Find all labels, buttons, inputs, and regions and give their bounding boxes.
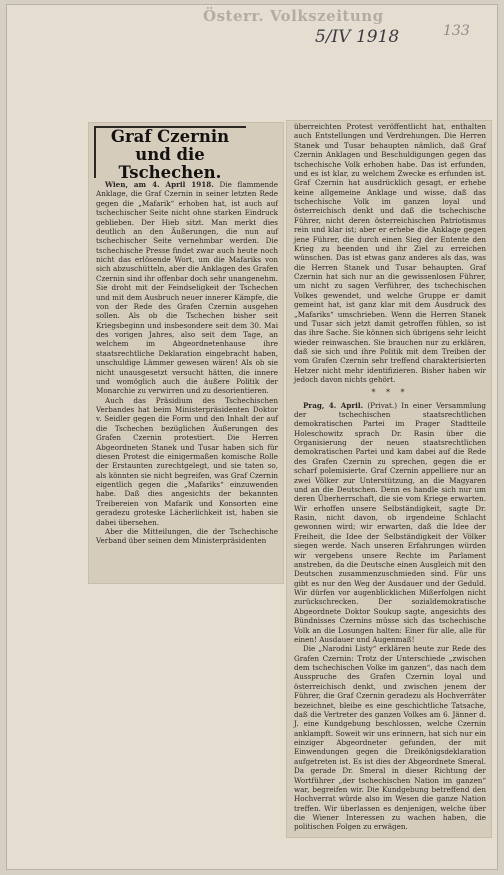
- left-column-body: [96, 180, 278, 546]
- handwritten-date: 5/IV 1918: [315, 27, 400, 47]
- article-headline: Graf Czernin und die Tschechen.: [110, 127, 230, 182]
- right-paragraph-3: Die „Narodni Listy“ erklären heute zur Rede des Grafen Czernin: Trotz der Unterschiede „zwischen dem tschechischen Volke im ganzen“, das nach dem Ausspruche des Grafen Czernin loyal und österreichisch denkt, und zwischen jenem der Führer, die Graf Czernin geradezu als Hochverräter bezeichnet, bleibe es eine geschichtliche Tatsache, daß die Vertreter des ganzen Volkes am 6. Jänner d. J. eine Kundgebung beschlossen, welche Czernin anklampft. Soweit wir uns erinnern, hat sich nur ein einziger Abgeordneter gefunden, der mit Einwendungen gegen die Dreikönigsdeklaration aufgetreten ist. Es ist dies der Abgeordnete Smeral. Da gerade Dr. Smeral in dieser Richtung der Wortführer „der tschechischen Nation im ganzen“ war, begreifen wir. Die Kundgebung betreffend den Hochverrat würde also im Wesen die ganze Nation treffen. Wir überlassen es denjenigen, welche über die Wiener Interessen zu wachen haben, die politischen Folgen zu erwägen.: [294, 644, 486, 832]
- right-column-body: [294, 122, 486, 832]
- clipping-left-column: [88, 122, 284, 584]
- prag-dateline: Prag, 4. April.: [303, 400, 364, 410]
- right-paragraph-2: Prag, 4. April. (Privat.) In einer Versammlung der tschechischen staatsrechtlichen demokratischen Partei im Prager Stadtteile Holeschowitz sprach Dr. Rasin über die Organisierung der neuen staatsrechtlichen demokratischen Partei und kam dabei auf die Rede des Grafen Czernin zu sprechen, gegen die er scharf polemisierte. Graf Czernin appelliere nur an zwei Völker zur Unterstützung, an die Magyaren und an die Deutschen. Denn es handle sich nur um deren Überherrschaft, die sie vom Kriege erwarten. Wir erhoffen unsere Selbständigkeit, sagte Dr. Rasin, nicht davon, ob irgendeine Schlacht gewonnen wird; wir erwarten, daß die Idee der Freiheit, die Idee der Selbständigkeit der Völker siegen werde. Nach unseren Erfahrungen würden wir vergebens unsere Rechte im Parlament anstreben, da die Deutsche einen Ausgleich mit den Deutschen zusammenzuschmieden sind. Für uns gibt es nur den Weg der Ausdauer und der Geduld. Wir dürfen vor augenblicklichen Mißerfolgen nicht zurückschrecken. Der sozialdemokratische Abgeordnete Doktor Soukup sagte, angesichts des Bündnisses Czernins müsse sich das tschechische Volk an die Losungen halten: Einer für alle, alle für einen! Ausdauer und Augenmaß!: [294, 400, 486, 644]
- right-paragraph-1: überreichten Protest veröffentlicht hat, enthalten auch Entstellungen und Verdrehungen. Die Herren Stanek und Tusar behaupten nämlich, daß Graf Czernin Anklagen und Beschuldigungen gegen das tschechische Volk erhoben habe. Das ist erfunden, und es ist klar, zu welchem Zwecke es erfunden ist. Graf Czernin hat ausdrücklich gesagt, er erhebe keine allgemeine Anklage und wisse, daß das tschechische Volk im ganzen loyal und österreichisch denkt und daß die tschechische Führer, nicht deren österreichischen Patriotismus rein und klar ist; aber er erhebe die Anklage gegen jene Führer, die durch einen Sieg der Entente den Krieg zu beenden und ihr Ziel zu erreichen wünschen. Das ist etwas ganz anderes als das, was die Herren Stanek und Tusar behaupten. Graf Czernin hat sich nur an die gewissenlosen Führer, um nicht zu sagen Verführer, des tschechischen Volkes gewendet, und welche Gruppe er damit gemeint hat, ist ganz klar mit dem Ausdruck des „Mafariks“ umschrieben. Wenn die Herren Stanek und Tusar sich jetzt damit getroffen fühlen, so ist das ihre Sache. Sie können sich übrigens sehr leicht wieder reinwaschen. Sie brauchen nur zu erklären, daß sie sich und ihre Politik mit dem Treiben der vom Grafen Czernin sehr treffend charakterisierten Hetzer nicht mehr identifizieren. Bisher haben wir jedoch davon nichts gehört.: [294, 122, 486, 385]
- newspaper-stamp: Österr. Volkszeitung: [203, 7, 384, 25]
- left-paragraph-1: Die flammende Anklage, die Graf Czernin in seiner letzten Rede gegen die „Mafarik“ erhoben hat, ist auch auf tschechischer Seite nicht ohne starken Eindruck geblieben. Der Hieb sitzt. Man merkt dies deutlich an den Äußerungen, die nun auf tschechischer Seite vernehmbar werden. Die tschechische Presse findet zwar auch heute noch nicht das erlösende Wort, um die Mafariks von sich abzuschütteln, aber die Anklagen des Grafen Czernin sind ihr offenbar doch sehr unangenehm. Sie droht mit der Feindseligkeit der Tschechen und mit dem Ausbruch neuer innerer Kämpfe, die von der Rede des Grafen Czernin ausgehen sollen. Als ob die Tschechen bisher seit Kriegsbeginn und insbesondere seit dem 30. Mai des vorigen Jahres, also seit dem Tage, an welchem im Abgeordnetenhause ihre staatsrechtliche Deklaration eingebracht haben, unschuldige Lämmer gewesen wären! Als ob sie nicht unausgesetzt versucht hätten, die innere und womöglich auch die äußere Politik der Monarchie zu verwirren und zu desorientieren.: [96, 180, 279, 396]
- article-dateline: Wien, am 4. April 1918.: [105, 180, 214, 189]
- section-divider-stars: * * *: [371, 387, 409, 397]
- clipping-right-column: [286, 120, 492, 838]
- left-paragraph-2: Auch das Präsidium des Tschechischen Verbandes hat beim Ministerpräsidenten Doktor v. Seidler gegen die Form und den Inhalt der auf die Tschechen bezüglichen Äußerungen des Grafen Czernin protestiert. Die Herren Abgeordneten Stanek und Tusar haben sich für diesen Protest die einigermaßen komische Rolle der Erstaunten zurechtgelegt, und sie taten so, als könnten sie nicht begreifen, was Graf Czernin eigentlich gegen die „Mafariks“ einzuwenden habe. Daß dies angesichts der bekannten Treibereien von Mafarik und Konsorten eine geradezu groteske Lächerlichkeit ist, haben sie dabei übersehen.: [96, 395, 278, 527]
- page-number: 133: [443, 23, 470, 39]
- left-paragraph-3: Aber die Mitteilungen, die der Tschechische Verband über seinen dem Ministerpräsidenten: [96, 526, 278, 546]
